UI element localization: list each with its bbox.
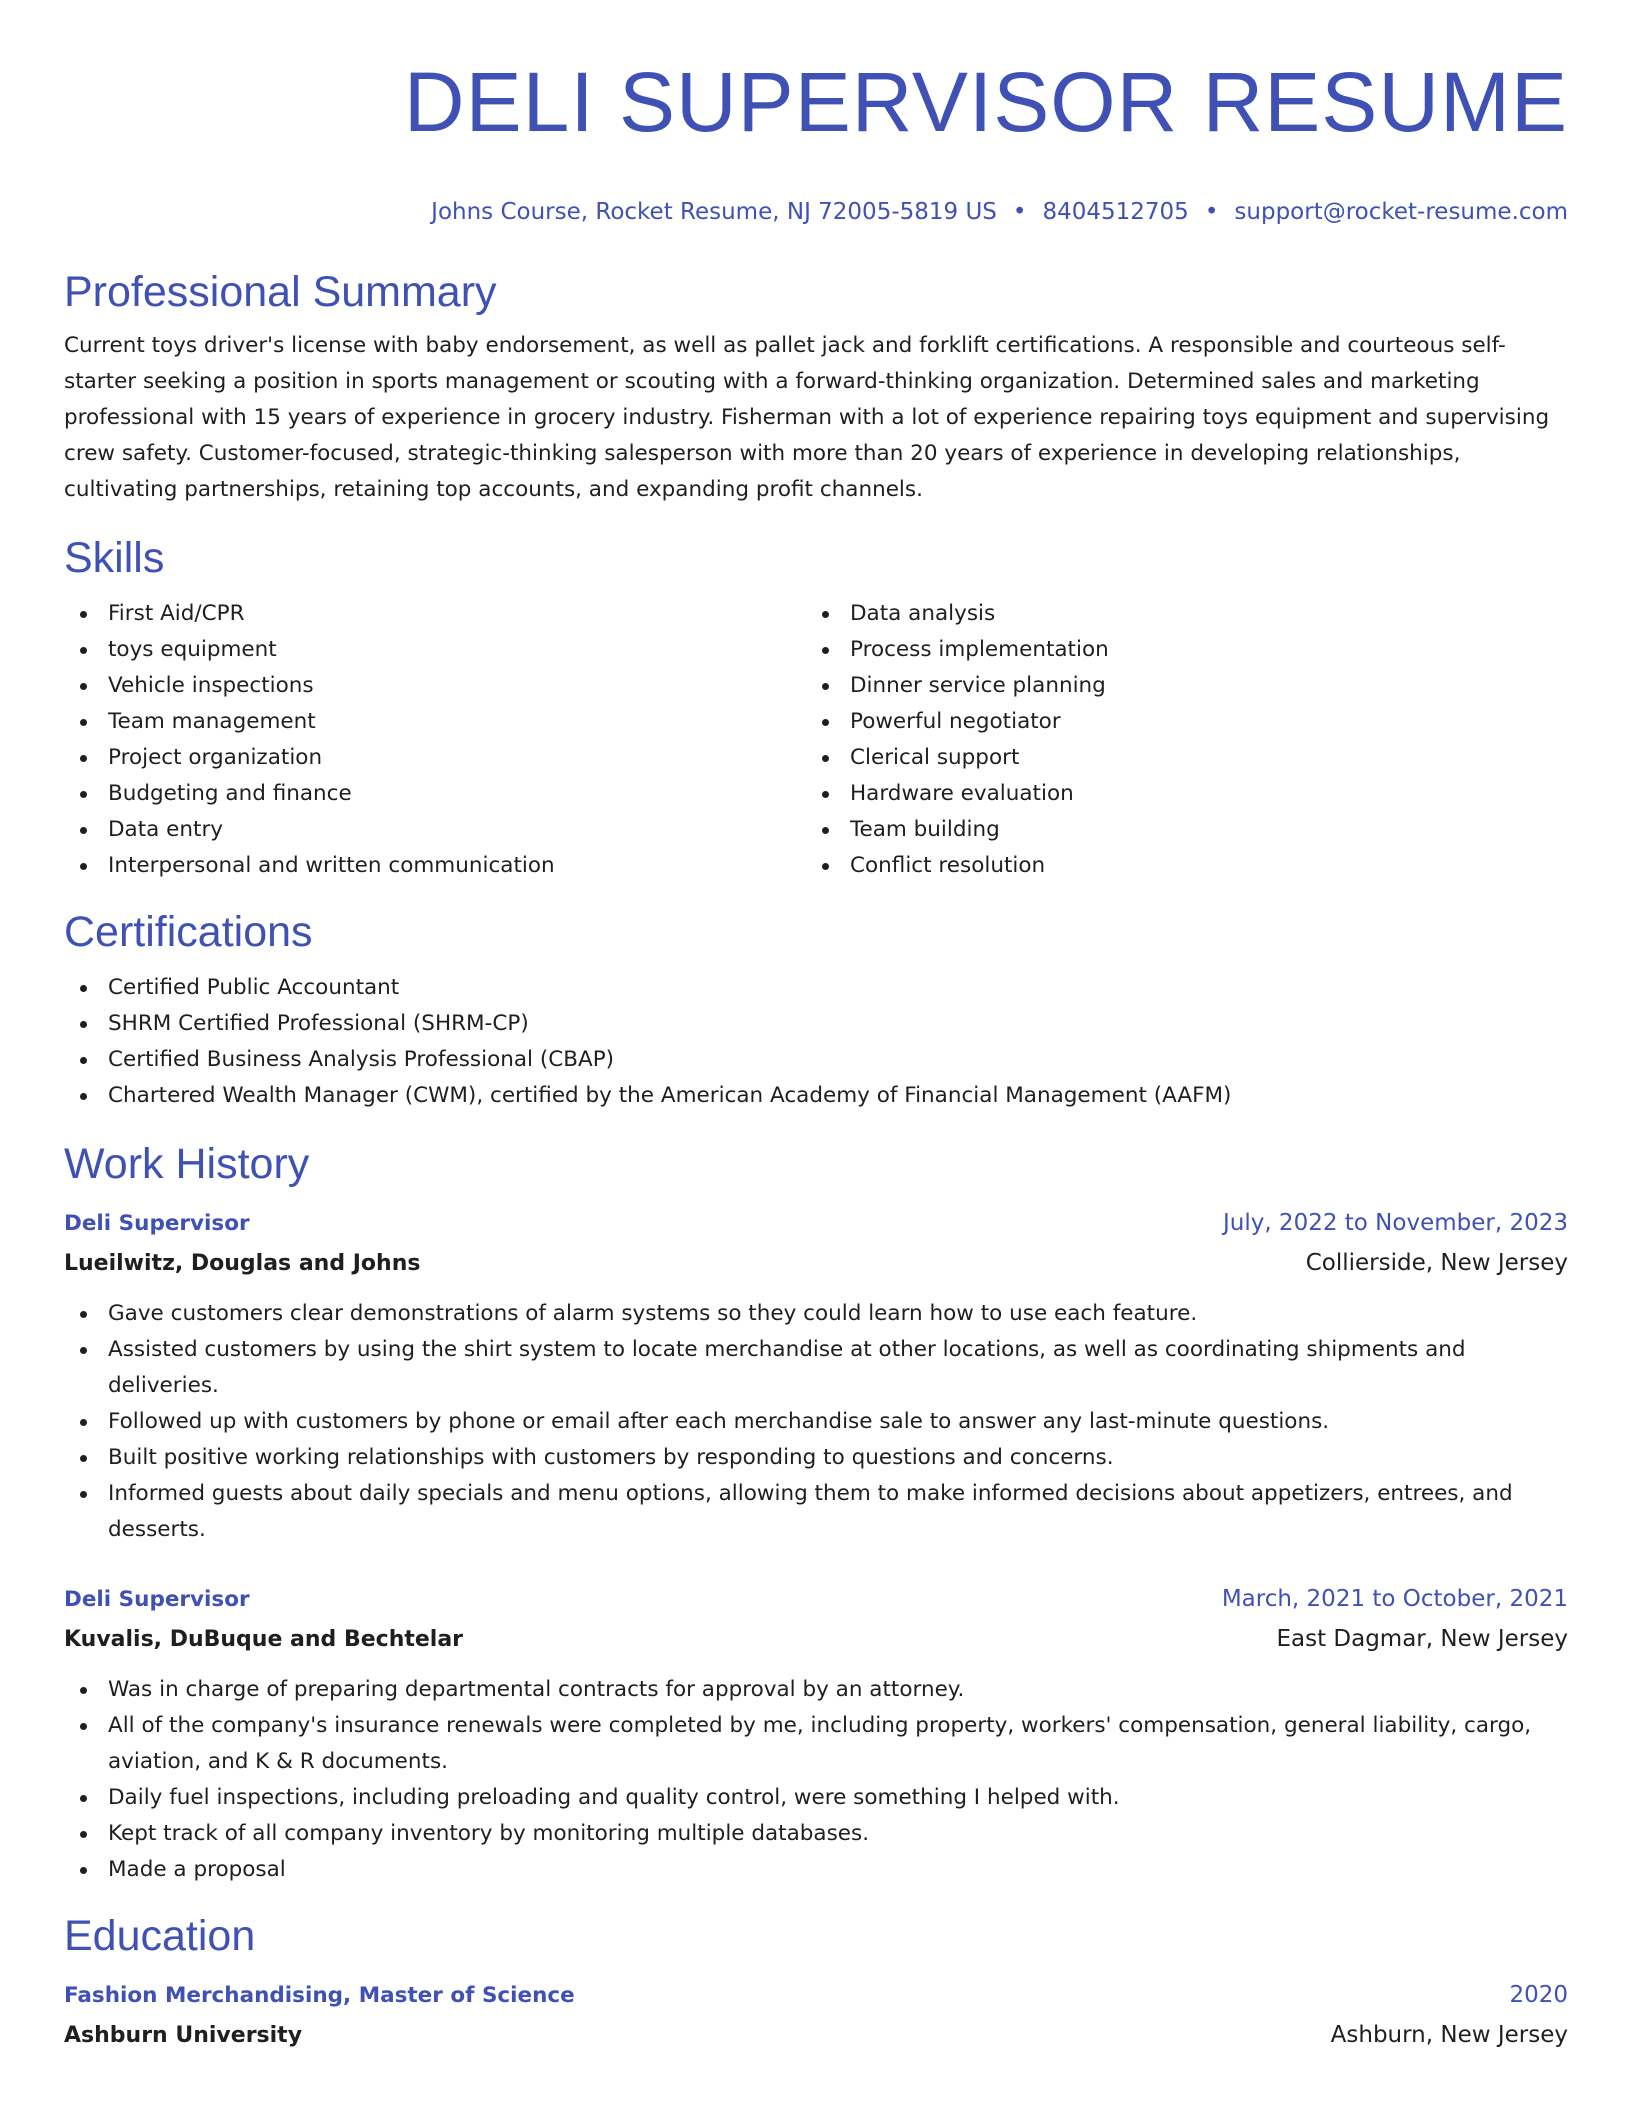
education-school: Ashburn University	[64, 2023, 303, 2048]
summary-text: Current toys driver's license with baby endorsement, as well as pallet jack and forklift certifications. A responsible and courteous self-starter seeking a position in sports management or scouting with a forward-thinking organization. Determined sales and marketing professional with 15 years of experience in grocery industry. Fisherman with a lot of experience repairing toys equipment and supervising crew safety. Customer-focused, strategic-thinking salesperson with more than 20 years of experience in developing relationships, cultivating partnerships, retaining top accounts, and expanding profit channels.	[64, 333, 1550, 502]
job-entry	[64, 1204, 1568, 1548]
job-location: East Dagmar, New Jersey	[1276, 1626, 1568, 1652]
education-heading: Education	[64, 1912, 256, 1960]
skill-item: Powerful negotiator	[806, 704, 1548, 740]
job-duties-list	[64, 1672, 1568, 1888]
education-header-row	[64, 1976, 1568, 2015]
job-duties-list	[64, 1296, 1568, 1548]
work-section	[64, 1138, 1568, 1888]
skill-item: Interpersonal and written communication	[64, 848, 806, 884]
job-entry	[64, 1580, 1568, 1888]
job-duty: Daily fuel inspections, including preloading and quality control, were something I helped with.	[64, 1780, 1568, 1816]
contact-separator: •	[1204, 199, 1219, 225]
education-section	[64, 1910, 1568, 2056]
education-degree: Fashion Merchandising, Master of Science	[64, 1983, 575, 2008]
certifications-list	[64, 970, 1568, 1114]
job-company: Kuvalis, DuBuque and Bechtelar	[64, 1627, 464, 1652]
education-year: 2020	[1509, 1982, 1568, 2008]
job-dates: July, 2022 to November, 2023	[1222, 1210, 1568, 1236]
skills-heading: Skills	[64, 534, 165, 582]
education-school-row	[64, 2015, 1568, 2056]
certification-item: Chartered Wealth Manager (CWM), certified by the American Academy of Financial Management (AAFM)	[64, 1078, 1568, 1114]
job-dates: March, 2021 to October, 2021	[1221, 1586, 1568, 1612]
skill-item: Hardware evaluation	[806, 776, 1548, 812]
contact-email[interactable]: support@rocket-resume.com	[1234, 199, 1568, 225]
skill-item: toys equipment	[64, 632, 806, 668]
skills-list-right	[806, 596, 1548, 884]
skill-item: Team building	[806, 812, 1548, 848]
job-company-row	[64, 1619, 1568, 1660]
contact-separator: •	[1012, 199, 1027, 225]
contact-line	[64, 196, 1568, 228]
job-duty: Kept track of all company inventory by monitoring multiple databases.	[64, 1816, 1568, 1852]
contact-address: Johns Course, Rocket Resume, NJ 72005-5819 US	[431, 199, 997, 225]
job-duty: Informed guests about daily specials and menu options, allowing them to make informed decisions about appetizers, entrees, and desserts.	[64, 1476, 1568, 1548]
job-company-row	[64, 1243, 1568, 1284]
job-title: Deli Supervisor	[64, 1211, 250, 1236]
education-location: Ashburn, New Jersey	[1330, 2022, 1568, 2048]
summary-heading: Professional Summary	[64, 268, 497, 316]
job-title: Deli Supervisor	[64, 1587, 250, 1612]
certification-item: Certified Public Accountant	[64, 970, 1568, 1006]
skills-list-left	[64, 596, 806, 884]
summary-section	[64, 266, 1568, 508]
job-header-row	[64, 1204, 1568, 1243]
skill-item: Budgeting and finance	[64, 776, 806, 812]
skill-item: First Aid/CPR	[64, 596, 806, 632]
skill-item: Data entry	[64, 812, 806, 848]
skills-grid	[64, 596, 1568, 884]
skill-item: Data analysis	[806, 596, 1548, 632]
skills-section	[64, 532, 1568, 884]
job-duty: Built positive working relationships with customers by responding to questions and concerns.	[64, 1440, 1568, 1476]
skill-item: Process implementation	[806, 632, 1548, 668]
skill-item: Dinner service planning	[806, 668, 1548, 704]
job-location: Collierside, New Jersey	[1305, 1250, 1568, 1276]
contact-phone: 8404512705	[1042, 199, 1189, 225]
certifications-section	[64, 906, 1568, 1114]
resume-title: DELI SUPERVISOR RESUME	[403, 55, 1568, 149]
certification-item: Certified Business Analysis Professional (CBAP)	[64, 1042, 1568, 1078]
job-duty: Followed up with customers by phone or email after each merchandise sale to answer any last-minute questions.	[64, 1404, 1568, 1440]
skill-item: Vehicle inspections	[64, 668, 806, 704]
job-duty: All of the company's insurance renewals were completed by me, including property, workers' compensation, general liability, cargo, aviation, and K & R documents.	[64, 1708, 1568, 1780]
job-duty: Assisted customers by using the shirt system to locate merchandise at other locations, as well as coordinating shipments and deliveries.	[64, 1332, 1568, 1404]
work-heading: Work History	[64, 1140, 310, 1188]
job-header-row	[64, 1580, 1568, 1619]
certification-item: SHRM Certified Professional (SHRM-CP)	[64, 1006, 1568, 1042]
resume-page	[64, 50, 1568, 2056]
skill-item: Team management	[64, 704, 806, 740]
job-duty: Gave customers clear demonstrations of alarm systems so they could learn how to use each feature.	[64, 1296, 1568, 1332]
skill-item: Project organization	[64, 740, 806, 776]
job-duty: Was in charge of preparing departmental contracts for approval by an attorney.	[64, 1672, 1568, 1708]
job-duty: Made a proposal	[64, 1852, 1568, 1888]
skill-item: Conflict resolution	[806, 848, 1548, 884]
skill-item: Clerical support	[806, 740, 1548, 776]
certifications-heading: Certifications	[64, 908, 313, 956]
job-company: Lueilwitz, Douglas and Johns	[64, 1251, 421, 1276]
